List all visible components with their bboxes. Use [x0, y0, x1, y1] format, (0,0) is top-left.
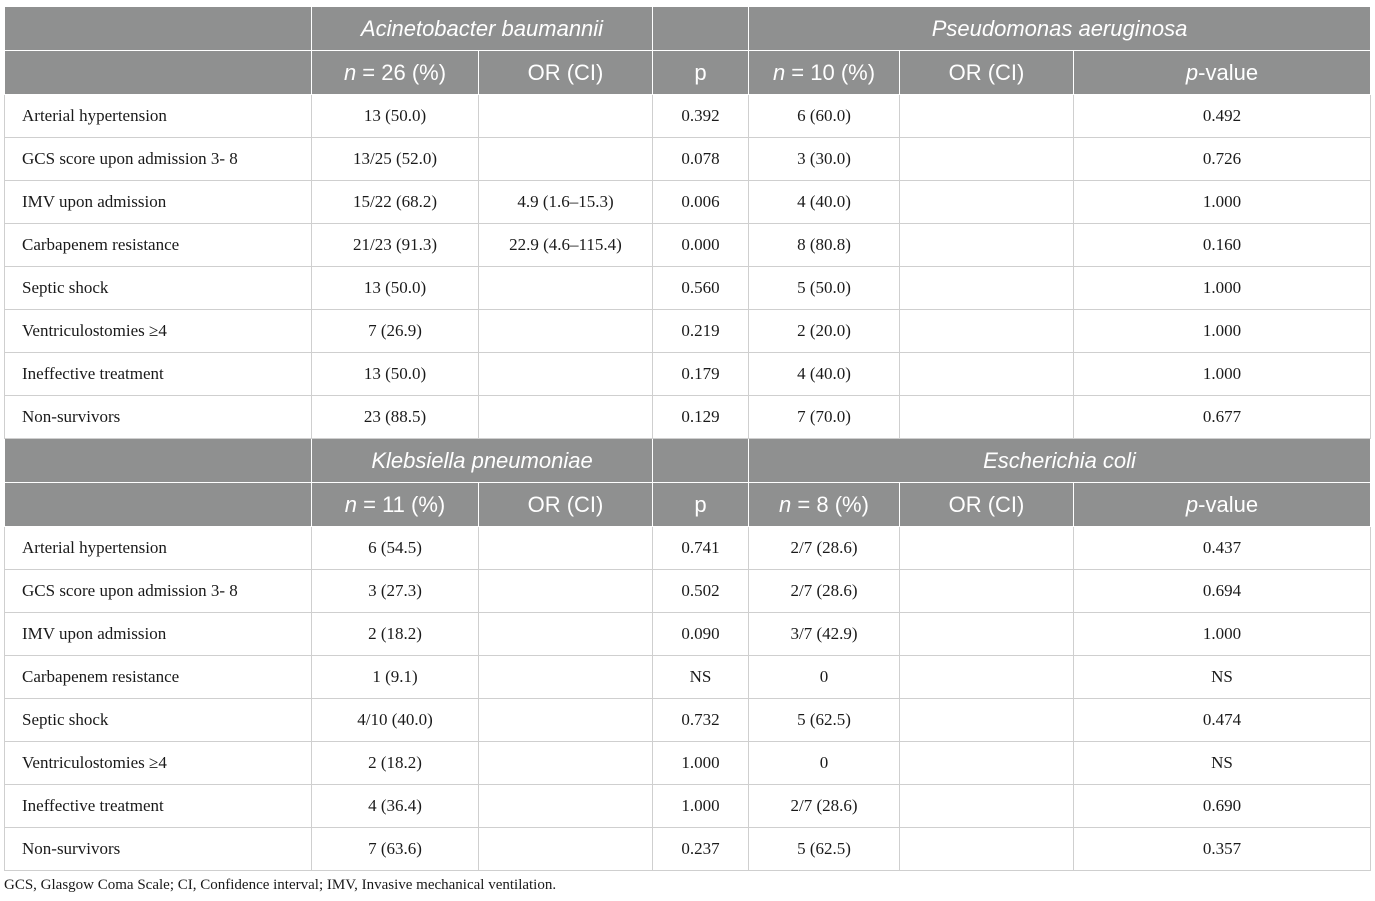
col-n-left	[312, 51, 479, 95]
cell-or-right	[900, 95, 1074, 138]
column-header-row	[5, 51, 1371, 95]
table-row	[5, 353, 1371, 396]
n-symbol: n	[779, 491, 792, 517]
p-symbol: p	[1185, 59, 1199, 85]
table-row	[5, 181, 1371, 224]
header-blank-cell	[5, 7, 312, 51]
cell-p-left: 1.000	[653, 742, 749, 785]
cell-n-left: 1 (9.1)	[312, 656, 479, 699]
row-label: Carbapenem resistance	[5, 224, 312, 267]
cell-or-left	[479, 310, 653, 353]
p-suffix: -value	[1198, 59, 1259, 85]
row-label: Ineffective treatment	[5, 353, 312, 396]
cell-p-left: 0.129	[653, 396, 749, 439]
table-row	[5, 396, 1371, 439]
cell-or-right	[900, 613, 1074, 656]
cell-n-left: 15/22 (68.2)	[312, 181, 479, 224]
cell-n-right: 2/7 (28.6)	[749, 527, 900, 570]
cell-p-right: 1.000	[1074, 181, 1371, 224]
cell-n-right: 2/7 (28.6)	[749, 570, 900, 613]
col-p-left: p	[653, 51, 749, 95]
cell-p-left: 0.006	[653, 181, 749, 224]
row-label: Septic shock	[5, 699, 312, 742]
cell-or-left	[479, 138, 653, 181]
n-count: = 11 (%)	[357, 491, 446, 517]
cell-p-right: 1.000	[1074, 310, 1371, 353]
cell-p-right: 1.000	[1074, 267, 1371, 310]
cell-or-left	[479, 699, 653, 742]
cell-n-right: 0	[749, 742, 900, 785]
cell-p-right: 1.000	[1074, 353, 1371, 396]
col-or-left: OR (CI)	[479, 483, 653, 527]
cell-p-left: 1.000	[653, 785, 749, 828]
table-row	[5, 310, 1371, 353]
row-label: Non-survivors	[5, 828, 312, 871]
cell-n-left: 7 (26.9)	[312, 310, 479, 353]
cell-n-left: 3 (27.3)	[312, 570, 479, 613]
cell-p-right: 0.492	[1074, 95, 1371, 138]
n-count: = 10 (%)	[785, 59, 876, 85]
cell-p-left: 0.237	[653, 828, 749, 871]
n-count: = 26 (%)	[356, 59, 447, 85]
row-label: Ventriculostomies ≥4	[5, 742, 312, 785]
table-row	[5, 95, 1371, 138]
table-body	[5, 7, 1371, 871]
col-or-right: OR (CI)	[900, 51, 1074, 95]
cell-or-right	[900, 828, 1074, 871]
cell-p-left: 0.000	[653, 224, 749, 267]
table-row	[5, 224, 1371, 267]
table-row	[5, 527, 1371, 570]
cell-p-right: 0.726	[1074, 138, 1371, 181]
row-label: IMV upon admission	[5, 613, 312, 656]
cell-or-left: 22.9 (4.6–115.4)	[479, 224, 653, 267]
cell-p-left: NS	[653, 656, 749, 699]
col-n-right	[749, 483, 900, 527]
table-row	[5, 570, 1371, 613]
row-label: Ineffective treatment	[5, 785, 312, 828]
cell-or-right	[900, 656, 1074, 699]
cell-n-left: 7 (63.6)	[312, 828, 479, 871]
cell-or-left	[479, 527, 653, 570]
col-p-right	[1074, 51, 1371, 95]
cell-or-left	[479, 353, 653, 396]
cell-p-right: 1.000	[1074, 613, 1371, 656]
cell-n-right: 4 (40.0)	[749, 181, 900, 224]
cell-or-right	[900, 742, 1074, 785]
cell-n-left: 4 (36.4)	[312, 785, 479, 828]
col-n-right	[749, 51, 900, 95]
cell-n-right: 5 (62.5)	[749, 828, 900, 871]
cell-or-right	[900, 396, 1074, 439]
col-p-left: p	[653, 483, 749, 527]
row-label: Ventriculostomies ≥4	[5, 310, 312, 353]
col-p-right	[1074, 483, 1371, 527]
cell-n-right: 5 (62.5)	[749, 699, 900, 742]
cell-n-right: 2 (20.0)	[749, 310, 900, 353]
cell-n-left: 13 (50.0)	[312, 267, 479, 310]
row-label: Septic shock	[5, 267, 312, 310]
cell-p-right: 0.160	[1074, 224, 1371, 267]
row-label: IMV upon admission	[5, 181, 312, 224]
table-row	[5, 267, 1371, 310]
header-blank-cell	[5, 483, 312, 527]
cell-n-right: 3 (30.0)	[749, 138, 900, 181]
cell-p-left: 0.502	[653, 570, 749, 613]
cell-or-left	[479, 828, 653, 871]
cell-p-left: 0.179	[653, 353, 749, 396]
results-table	[4, 6, 1371, 871]
cell-n-left: 13 (50.0)	[312, 95, 479, 138]
cell-or-right	[900, 181, 1074, 224]
header-blank-cell	[5, 51, 312, 95]
organism-left-header: Klebsiella pneumoniae	[312, 439, 653, 483]
cell-p-left: 0.560	[653, 267, 749, 310]
cell-or-right	[900, 224, 1074, 267]
cell-or-right	[900, 785, 1074, 828]
cell-n-left: 4/10 (40.0)	[312, 699, 479, 742]
col-or-right: OR (CI)	[900, 483, 1074, 527]
cell-p-right: NS	[1074, 742, 1371, 785]
table-row	[5, 613, 1371, 656]
table-row	[5, 138, 1371, 181]
cell-p-left: 0.392	[653, 95, 749, 138]
table-row	[5, 742, 1371, 785]
table-row	[5, 656, 1371, 699]
table-footnote: GCS, Glasgow Coma Scale; CI, Confidence interval; IMV, Invasive mechanical ventilation.	[4, 877, 557, 893]
cell-p-right: 0.474	[1074, 699, 1371, 742]
header-p-blank-cell	[653, 7, 749, 51]
cell-n-left: 21/23 (91.3)	[312, 224, 479, 267]
cell-n-left: 2 (18.2)	[312, 613, 479, 656]
table-row	[5, 699, 1371, 742]
n-count: = 8 (%)	[791, 491, 869, 517]
cell-p-left: 0.219	[653, 310, 749, 353]
n-symbol: n	[344, 491, 357, 517]
cell-p-left: 0.741	[653, 527, 749, 570]
cell-or-left	[479, 95, 653, 138]
cell-n-left: 23 (88.5)	[312, 396, 479, 439]
row-label: Non-survivors	[5, 396, 312, 439]
cell-or-left: 4.9 (1.6–15.3)	[479, 181, 653, 224]
cell-n-right: 6 (60.0)	[749, 95, 900, 138]
cell-or-right	[900, 138, 1074, 181]
table-row	[5, 828, 1371, 871]
organism-right-header: Pseudomonas aeruginosa	[749, 7, 1371, 51]
header-blank-cell	[5, 439, 312, 483]
cell-n-left: 2 (18.2)	[312, 742, 479, 785]
cell-n-left: 13 (50.0)	[312, 353, 479, 396]
cell-n-left: 6 (54.5)	[312, 527, 479, 570]
col-or-left: OR (CI)	[479, 51, 653, 95]
cell-p-right: 0.357	[1074, 828, 1371, 871]
cell-p-left: 0.732	[653, 699, 749, 742]
cell-n-right: 2/7 (28.6)	[749, 785, 900, 828]
cell-p-left: 0.078	[653, 138, 749, 181]
cell-or-right	[900, 353, 1074, 396]
cell-or-right	[900, 527, 1074, 570]
cell-or-right	[900, 310, 1074, 353]
cell-n-right: 4 (40.0)	[749, 353, 900, 396]
cell-n-left: 13/25 (52.0)	[312, 138, 479, 181]
cell-p-left: 0.090	[653, 613, 749, 656]
cell-or-left	[479, 742, 653, 785]
p-symbol: p	[1185, 491, 1199, 517]
cell-or-left	[479, 570, 653, 613]
cell-n-right: 5 (50.0)	[749, 267, 900, 310]
row-label: Carbapenem resistance	[5, 656, 312, 699]
header-p-blank-cell	[653, 439, 749, 483]
organism-left-header: Acinetobacter baumannii	[312, 7, 653, 51]
cell-or-right	[900, 570, 1074, 613]
cell-n-right: 8 (80.8)	[749, 224, 900, 267]
organism-header-row	[5, 439, 1371, 483]
cell-or-left	[479, 267, 653, 310]
cell-p-right: 0.690	[1074, 785, 1371, 828]
cell-or-left	[479, 396, 653, 439]
organism-right-header: Escherichia coli	[749, 439, 1371, 483]
p-suffix: -value	[1198, 491, 1259, 517]
row-label: GCS score upon admission 3- 8	[5, 570, 312, 613]
col-n-left	[312, 483, 479, 527]
n-symbol: n	[772, 59, 786, 85]
organism-header-row	[5, 7, 1371, 51]
column-header-row	[5, 483, 1371, 527]
cell-or-right	[900, 267, 1074, 310]
cell-n-right: 0	[749, 656, 900, 699]
cell-or-left	[479, 656, 653, 699]
table-row	[5, 785, 1371, 828]
row-label: GCS score upon admission 3- 8	[5, 138, 312, 181]
cell-or-left	[479, 613, 653, 656]
cell-p-right: NS	[1074, 656, 1371, 699]
cell-or-right	[900, 699, 1074, 742]
cell-or-left	[479, 785, 653, 828]
row-label: Arterial hypertension	[5, 527, 312, 570]
cell-n-right: 3/7 (42.9)	[749, 613, 900, 656]
cell-p-right: 0.437	[1074, 527, 1371, 570]
n-symbol: n	[343, 59, 357, 85]
cell-p-right: 0.677	[1074, 396, 1371, 439]
cell-p-right: 0.694	[1074, 570, 1371, 613]
cell-n-right: 7 (70.0)	[749, 396, 900, 439]
row-label: Arterial hypertension	[5, 95, 312, 138]
